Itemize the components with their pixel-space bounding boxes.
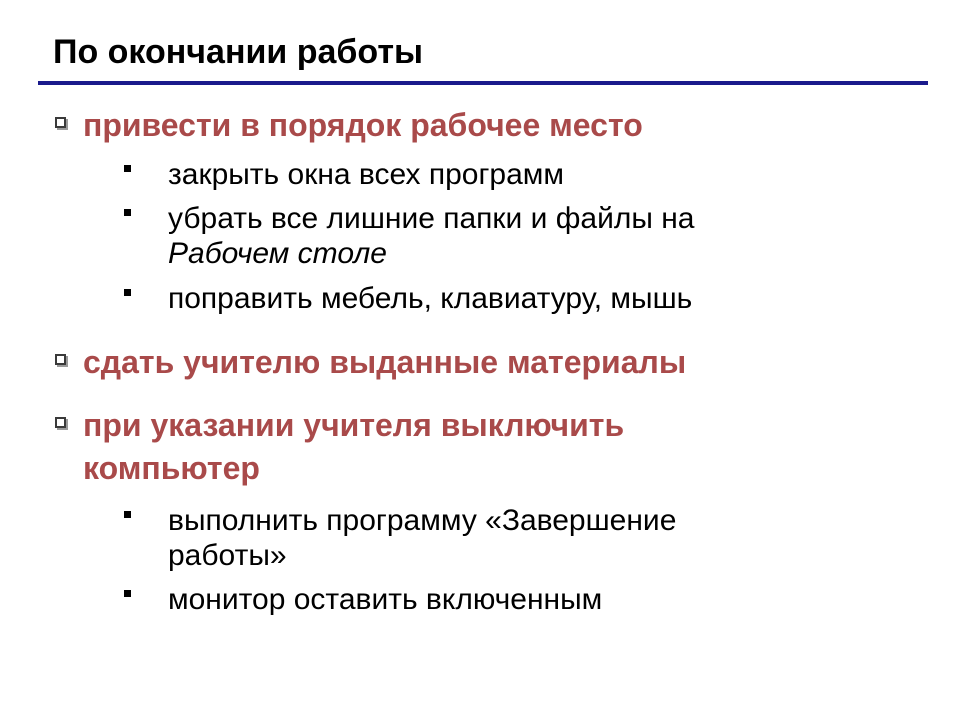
main-point-2 — [83, 341, 783, 384]
sub-point-3-2 — [168, 582, 868, 617]
main-point-3 — [83, 404, 783, 490]
sub-point-text: монитор оставить включенным — [168, 583, 603, 616]
sub-point-text-continued: работы» — [168, 539, 287, 572]
main-point-text-continued: компьютер — [83, 450, 260, 486]
square-outline-bullet-icon — [55, 417, 66, 428]
sub-point-1-1 — [168, 157, 868, 192]
square-outline-bullet-icon — [55, 117, 66, 128]
sub-point-text: закрыть окна всех программ — [168, 158, 565, 191]
square-bullet-icon — [124, 165, 131, 172]
title-divider — [38, 81, 928, 85]
sub-point-1-3 — [168, 281, 868, 316]
sub-point-1-2 — [168, 201, 868, 271]
main-point-text: при указании учителя выключить — [83, 407, 625, 443]
sub-point-text: убрать все лишние папки и файлы на — [168, 202, 695, 235]
main-point-text: привести в порядок рабочее место — [83, 107, 643, 143]
square-bullet-icon — [124, 209, 131, 216]
main-point-1 — [83, 104, 783, 147]
square-bullet-icon — [124, 590, 131, 597]
sub-point-text-italic: Рабочем столе — [168, 237, 387, 270]
square-bullet-icon — [124, 289, 131, 296]
sub-point-3-1 — [168, 503, 868, 573]
square-outline-bullet-icon — [55, 354, 66, 365]
main-point-text: сдать учителю выданные материалы — [83, 344, 687, 380]
sub-point-text: выполнить программу «Завершение — [168, 504, 677, 537]
square-bullet-icon — [124, 511, 131, 518]
sub-point-text: поправить мебель, клавиатуру, мышь — [168, 282, 693, 315]
slide-title: По окончании работы — [53, 33, 424, 71]
